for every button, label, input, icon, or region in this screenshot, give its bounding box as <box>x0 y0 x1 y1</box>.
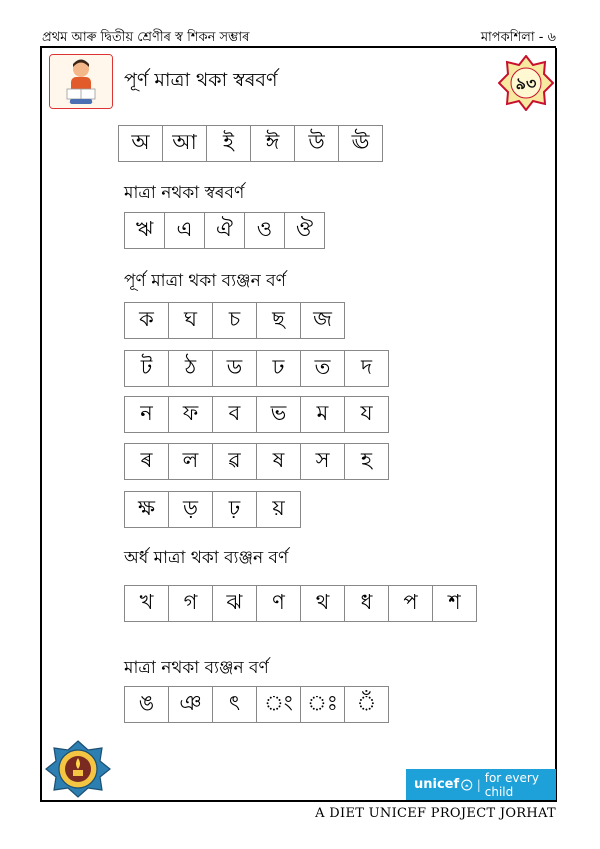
letter-cell: ঝ <box>212 585 257 622</box>
unicef-tagline: for every child <box>484 770 539 799</box>
letter-cell: ফ <box>168 396 213 433</box>
letter-cell: দ <box>344 350 389 387</box>
letter-cell: খ <box>124 585 169 622</box>
letter-cell: এ <box>164 212 205 249</box>
letter-cell: ল <box>168 443 213 480</box>
letter-cell: য <box>344 396 389 433</box>
letter-cell: চ <box>212 302 257 339</box>
section-title-consonants-full-matra: পূৰ্ণ মাত্ৰা থকা ব্যঞ্জন বৰ্ণ <box>124 271 286 291</box>
consonant-full-row-2 <box>124 350 389 387</box>
letter-cell: ঁ <box>344 686 389 723</box>
header-page-label: মাপকশিলা - ৬ <box>480 30 556 45</box>
letter-cell: ঞ <box>168 686 213 723</box>
letter-cell: ঔ <box>284 212 325 249</box>
consonant-full-row-5 <box>124 491 301 528</box>
letter-cell: ব <box>212 396 257 433</box>
letter-cell: গ <box>168 585 213 622</box>
unicef-separator: | <box>476 777 481 792</box>
letter-cell: ং <box>256 686 301 723</box>
letter-cell: ট <box>124 350 169 387</box>
unicef-banner <box>406 769 556 800</box>
letter-cell: ণ <box>256 585 301 622</box>
section-title-vowels-no-matra: মাত্ৰা নথকা স্বৰবৰ্ণ <box>124 183 245 203</box>
letter-cell: ন <box>124 396 169 433</box>
letter-cell: ঊ <box>338 125 383 162</box>
letter-cell: ও <box>244 212 285 249</box>
letter-cell: ঠ <box>168 350 213 387</box>
letter-cell: উ <box>294 125 339 162</box>
letter-cell: ৱ <box>212 443 257 480</box>
letter-cell: ঙ <box>124 686 169 723</box>
letter-cell: ঈ <box>250 125 295 162</box>
letter-cell: ষ <box>256 443 301 480</box>
letter-cell: আ <box>162 125 207 162</box>
letter-cell: ত <box>300 350 345 387</box>
vowel-none-row <box>124 212 325 249</box>
letter-cell: য় <box>256 491 301 528</box>
letter-cell: ঢ় <box>212 491 257 528</box>
consonant-half-row <box>124 585 477 622</box>
letter-cell: ক্ষ <box>124 491 169 528</box>
consonant-full-row-4 <box>124 443 389 480</box>
letter-cell: শ <box>432 585 477 622</box>
letter-cell: থ <box>300 585 345 622</box>
letter-cell: ঋ <box>124 212 165 249</box>
footer-project-credit: A DIET UNICEF PROJECT JORHAT <box>315 806 556 821</box>
page-title: পূৰ্ণ মাত্ৰা থকা স্বৰবৰ্ণ <box>124 69 278 91</box>
letter-cell: হ <box>344 443 389 480</box>
letter-cell: প <box>388 585 433 622</box>
diet-emblem-logo <box>44 740 112 798</box>
letter-cell: স <box>300 443 345 480</box>
unicef-wordmark: unicef <box>414 777 460 792</box>
letter-cell: ড় <box>168 491 213 528</box>
letter-cell: ৎ <box>212 686 257 723</box>
consonant-full-row-1 <box>124 302 345 339</box>
vowel-full-row <box>118 125 383 162</box>
letter-cell: ক <box>124 302 169 339</box>
letter-cell: ম <box>300 396 345 433</box>
header-title: প্ৰথম আৰু দ্বিতীয় শ্ৰেণীৰ স্ব শিকন সম্ভাৰ <box>42 30 250 45</box>
letter-cell: ঘ <box>168 302 213 339</box>
letter-cell: ঐ <box>204 212 245 249</box>
reading-child-illustration <box>49 54 113 109</box>
letter-cell: জ <box>300 302 345 339</box>
letter-cell: ধ <box>344 585 389 622</box>
letter-cell: ৰ <box>124 443 169 480</box>
letter-cell: অ <box>118 125 163 162</box>
letter-cell: ঢ <box>256 350 301 387</box>
letter-cell: ই <box>206 125 251 162</box>
page-number: ৯৩ <box>515 74 537 93</box>
letter-cell: ভ <box>256 396 301 433</box>
unicef-globe-icon <box>461 778 473 792</box>
letter-cell: ঃ <box>300 686 345 723</box>
section-title-consonants-half-matra: অৰ্ধ মাত্ৰা থকা ব্যঞ্জন বৰ্ণ <box>124 548 289 568</box>
letter-cell: ছ <box>256 302 301 339</box>
page-number-badge <box>498 55 554 111</box>
section-title-consonants-no-matra: মাত্ৰা নথকা ব্যঞ্জন বৰ্ণ <box>124 658 269 678</box>
consonant-none-row <box>124 686 389 723</box>
letter-cell: ড <box>212 350 257 387</box>
consonant-full-row-3 <box>124 396 389 433</box>
